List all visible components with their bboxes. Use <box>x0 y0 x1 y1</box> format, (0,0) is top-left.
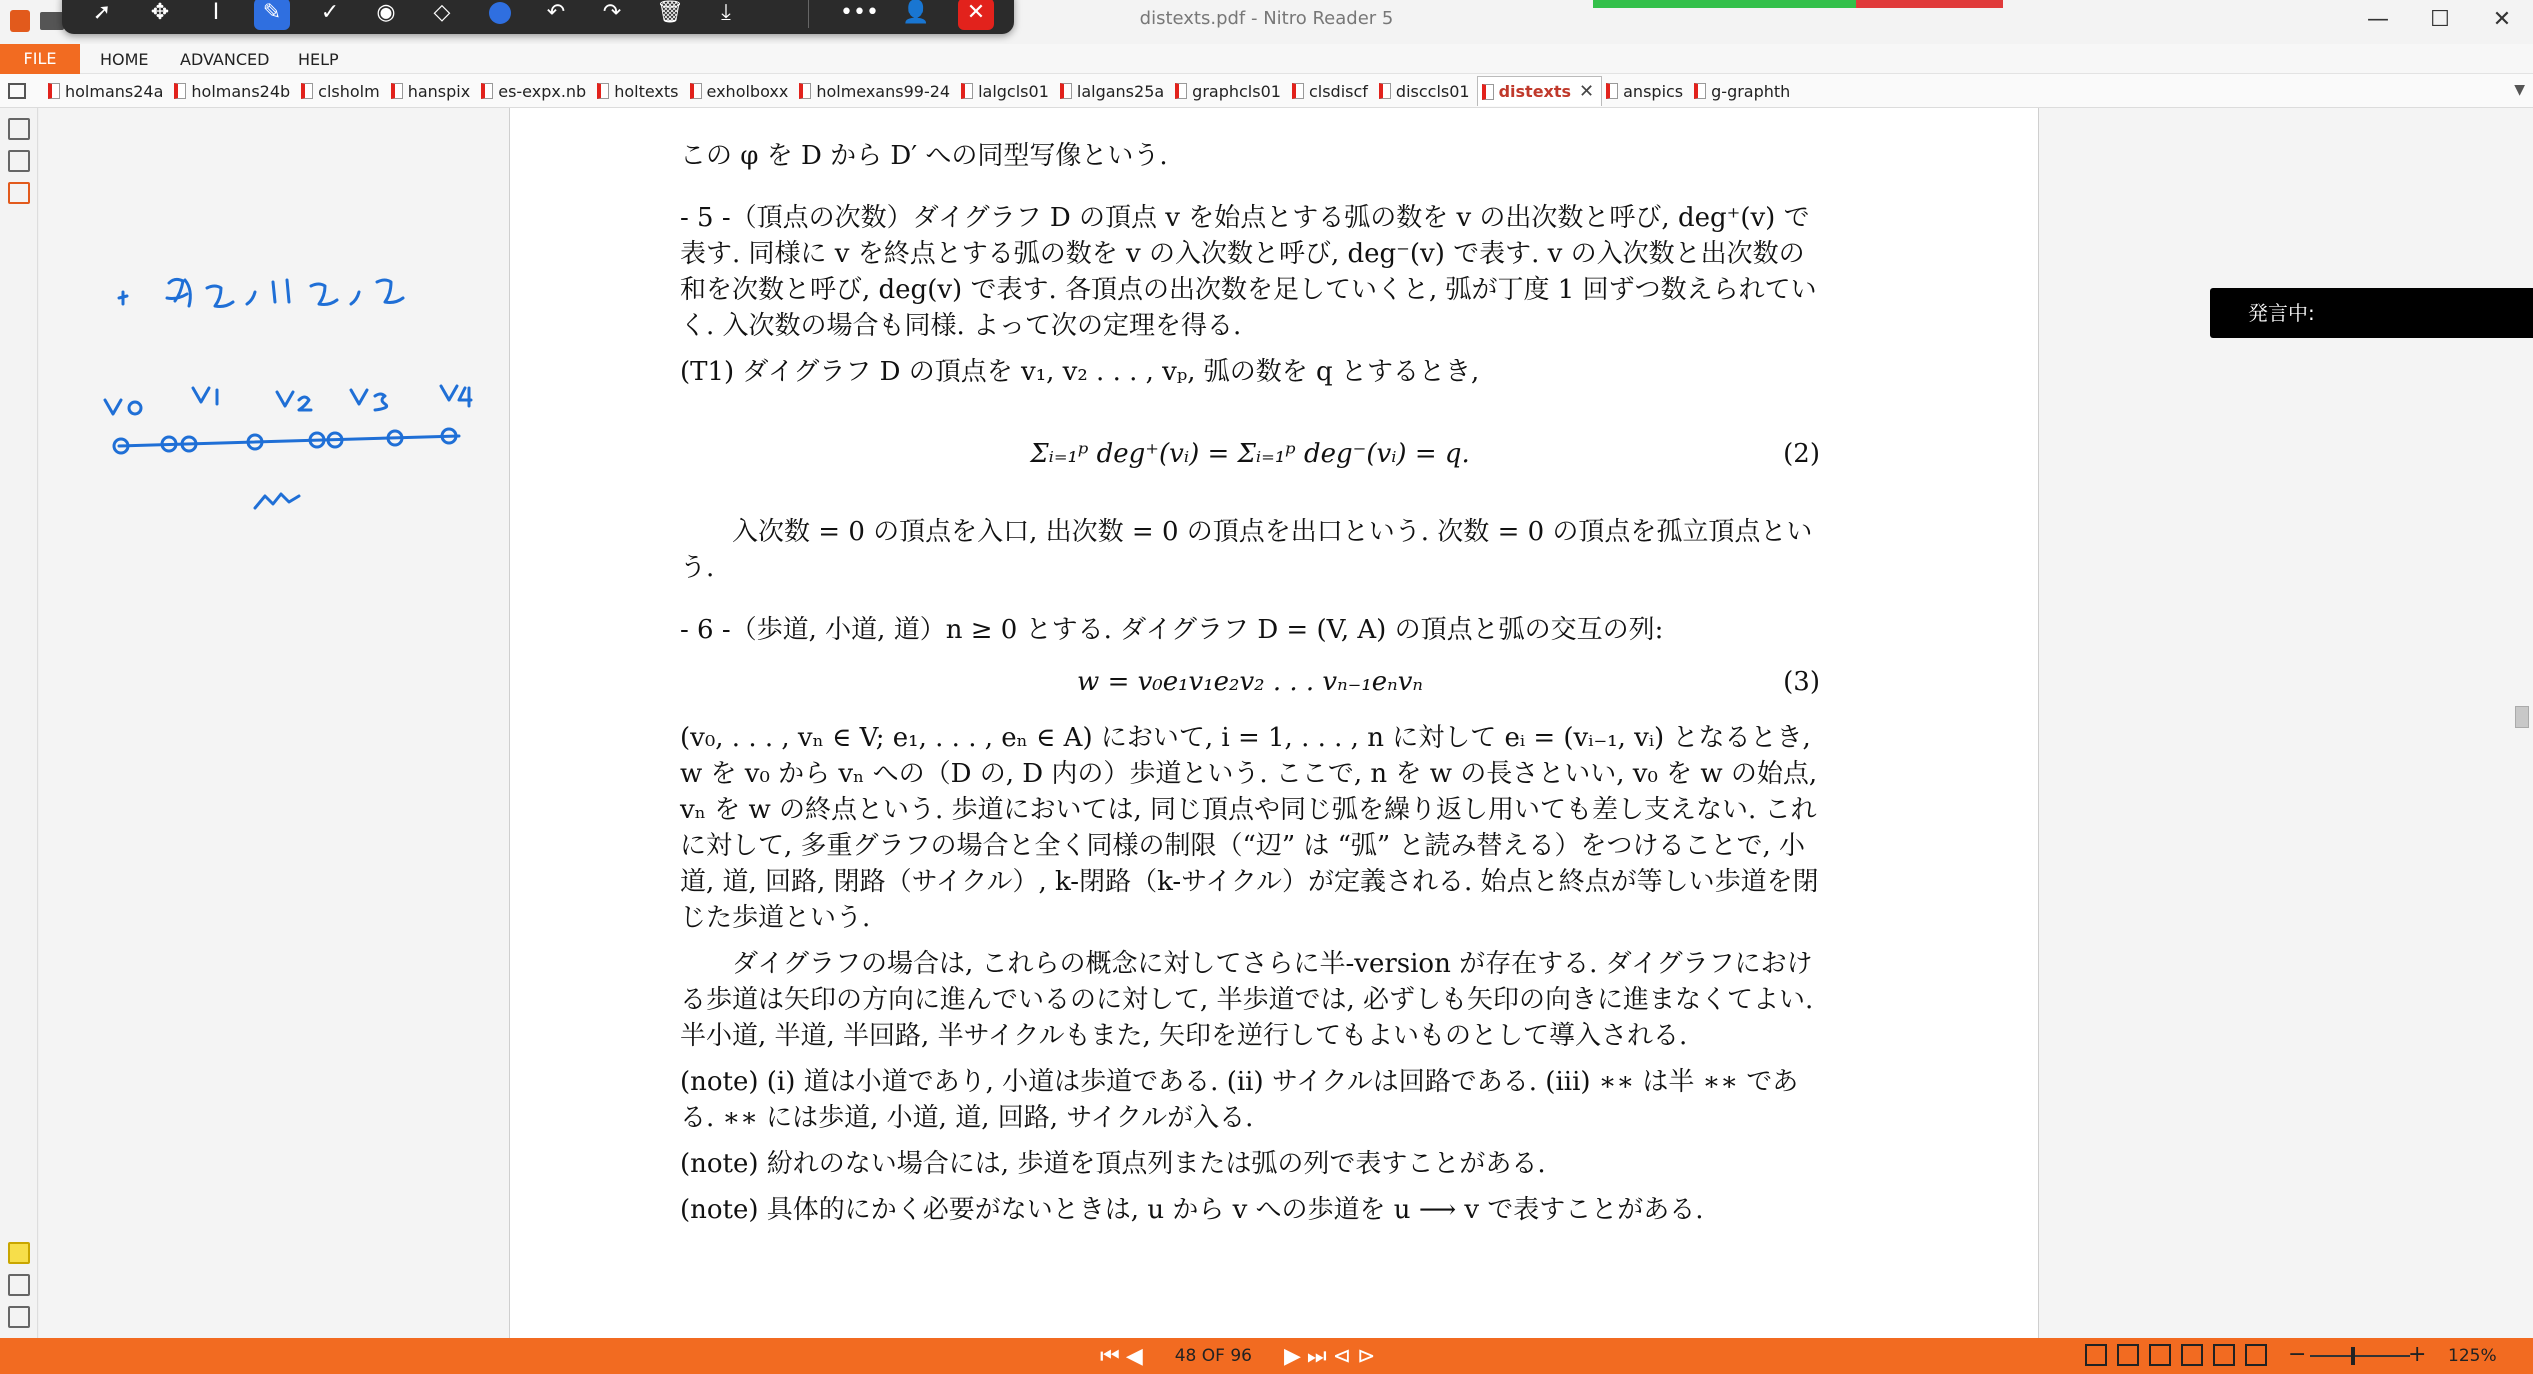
section-5-text: - 5 -（頂点の次数）ダイグラフ D の頂点 v を始点とする弧の数を v の出次数と呼び, deg⁺(v) で表す. 同様に v を終点とする弧の数を v の入次数と呼び, deg⁻(v) で表す. v の入次数と出次数の和を次数と呼び, deg(v) で表す. 各頂点の出次数を足していくと, 弧が丁度 1 回ずつ数えられていく. 入次数の場合も同様. よって次の定理を得る. <box>680 203 1817 341</box>
tab-lalgans25a[interactable] <box>1056 76 1171 106</box>
text-cursor-tool-icon[interactable]: I <box>212 0 220 25</box>
help-menu[interactable]: HELP <box>298 50 339 69</box>
tab-label: graphcls01 <box>1192 81 1281 101</box>
tab-label: disccls01 <box>1395 81 1470 101</box>
previous-view-icon[interactable]: ⊲ <box>1332 1343 1352 1369</box>
document-workspace <box>39 108 2533 1338</box>
page-navigation <box>1100 1338 1376 1374</box>
page-content <box>680 138 1820 1238</box>
tab-distexts[interactable] <box>1477 76 1603 106</box>
first-page-icon[interactable]: ⏮ <box>1100 1343 1120 1369</box>
signatures-panel-icon[interactable] <box>8 1274 30 1296</box>
handwritten-ink-annotation[interactable] <box>89 258 509 538</box>
scrollbar-thumb[interactable] <box>2515 706 2529 728</box>
section-6-text: - 6 -（歩道, 小道, 道）n ≥ 0 とする. ダイグラフ D = (V, A) の頂点と弧の交互の列: <box>680 615 1664 645</box>
color-picker-icon[interactable] <box>482 0 518 30</box>
last-page-icon[interactable]: ⏭ <box>1306 1343 1327 1369</box>
more-icon[interactable]: ••• <box>840 0 879 25</box>
tab-clsdiscf[interactable] <box>1288 76 1375 106</box>
tab-label: holtexts <box>614 81 679 101</box>
check-tool-icon[interactable]: ✓ <box>320 0 340 25</box>
tab-label: holmans24a <box>65 81 164 101</box>
equation-2 <box>680 404 1820 504</box>
previous-page-icon[interactable]: ◀ <box>1125 1343 1143 1369</box>
tab-disccls01[interactable] <box>1375 76 1477 106</box>
walk-definition-text: (v₀, . . . , vₙ ∈ V; e₁, . . . , eₙ ∈ A) において, i = 1, . . . , n に対して eᵢ = (vᵢ₋₁, vᵢ) となるとき, w を v₀ から vₙ への（D の, D 内の）歩道という. ここで, n を w の長さといい, v₀ を w の始点, vₙ を w の終点という. 歩道においては, 同じ頂点や同じ弧を繰り返し用いても差し支えない. これに対して, 多重グラフの場合と全く同様の制限（“辺” は “弧” と読み替える）をつけることで, 小道, 道, 回路, 閉路（サイクル）, k-閉路（k-サイクル）が定義される. 始点と終点が等しい歩道を閉じた歩道という. <box>680 723 1819 933</box>
equation-3-body: w = v₀e₁v₁e₂v₂ . . . vₙ₋₁eₙvₙ <box>1077 667 1423 697</box>
pdf-file-icon <box>961 83 973 99</box>
pdf-file-icon <box>391 83 403 99</box>
pen-tool-icon[interactable]: ✎ <box>254 0 290 30</box>
tab-label: lalgans25a <box>1076 81 1165 101</box>
tab-label: holmans24b <box>191 81 291 101</box>
pdf-file-icon <box>481 83 493 99</box>
user-icon[interactable]: 👤 <box>902 0 930 25</box>
tab-overflow-icon[interactable]: ▼ <box>2514 82 2525 98</box>
pdf-file-icon <box>799 83 811 99</box>
stamp-tool-icon[interactable]: ◉ <box>376 0 396 25</box>
pdf-file-icon <box>1482 84 1494 100</box>
pdf-file-icon <box>597 83 609 99</box>
tab-holtexts[interactable] <box>593 76 685 106</box>
close-tab-icon[interactable]: ✕ <box>1579 81 1595 102</box>
zoom-slider-track[interactable] <box>2310 1355 2410 1357</box>
eraser-tool-icon[interactable]: ◇ <box>433 0 451 25</box>
ribbon-menu <box>0 44 2533 74</box>
audio-level-bar <box>1593 0 2003 8</box>
maximize-button[interactable]: ☐ <box>2430 7 2450 32</box>
tab-list-icon[interactable] <box>8 83 26 99</box>
equation-3-number: (3) <box>1783 667 1820 697</box>
window-controls <box>2347 0 2533 44</box>
tab-lalgcls01[interactable] <box>957 76 1056 106</box>
pages-panel-icon[interactable] <box>8 118 30 140</box>
fit-width-icon[interactable] <box>2213 1344 2235 1366</box>
pdf-file-icon <box>1606 83 1618 99</box>
status-bar <box>0 1338 2533 1374</box>
view-mode-buttons <box>2085 1344 2267 1366</box>
tab-label: holmexans99-24 <box>816 81 951 101</box>
home-menu[interactable]: HOME <box>100 50 149 69</box>
redo-icon[interactable]: ↷ <box>602 0 622 25</box>
continuous-view-icon[interactable] <box>2117 1344 2139 1366</box>
tab-holmans24a[interactable] <box>44 76 170 106</box>
note-1: (note) (i) 道は小道であり, 小道は歩道である. (ii) サイクルは回路である. (iii) ∗∗ は半 ∗∗ である. ∗∗ には歩道, 小道, 道, 回路, サイクルが入る. <box>680 1067 1799 1133</box>
equation-2-body: Σᵢ₌₁ᵖ deg⁺(vᵢ) = Σᵢ₌₁ᵖ deg⁻(vᵢ) = q. <box>1030 439 1470 469</box>
vertical-scrollbar[interactable] <box>2511 108 2533 1338</box>
tab-es-expx-nb[interactable] <box>477 76 593 106</box>
pen-color-swatch <box>489 2 511 24</box>
left-panel-rail <box>0 108 38 1338</box>
equation-3 <box>680 664 1820 704</box>
zoom-in-button[interactable]: + <box>2408 1342 2427 1367</box>
zoom-slider-thumb[interactable] <box>2351 1347 2355 1365</box>
document-tab-bar <box>0 74 2533 108</box>
advanced-menu[interactable]: ADVANCED <box>180 50 270 69</box>
tab-label: clsdiscf <box>1308 81 1368 101</box>
zoom-out-button[interactable]: − <box>2288 1342 2307 1367</box>
note-2: (note) 紛れのない場合には, 歩道を頂点列または弧の列で表すことがある. <box>680 1149 1546 1179</box>
entrance-exit-text: 入次数 = 0 の頂点を入口, 出次数 = 0 の頂点を出口という. 次数 = 0 の頂点を孤立頂点という. <box>680 517 1813 583</box>
tab-label: anspics <box>1623 81 1684 101</box>
tab-g-graphth[interactable] <box>1690 76 1797 106</box>
tab-label: lalgcls01 <box>978 81 1049 101</box>
fit-page-icon[interactable] <box>2245 1344 2267 1366</box>
undo-icon[interactable]: ↶ <box>546 0 566 25</box>
tab-label: exholboxx <box>706 81 789 101</box>
tabs <box>44 74 1797 108</box>
tab-label: clsholm <box>318 81 380 101</box>
text-line-top: この φ を D から D′ への同型写像という. <box>680 141 1168 171</box>
equation-2-number: (2) <box>1783 439 1820 469</box>
output-panel-icon[interactable] <box>8 1306 30 1328</box>
pdf-page <box>509 108 2039 1338</box>
comments-panel-icon[interactable] <box>8 1242 30 1264</box>
annotation-toolbar <box>62 0 1014 34</box>
facing-view-icon[interactable] <box>2149 1344 2171 1366</box>
pdf-file-icon <box>48 83 60 99</box>
tab-holmexans99-24[interactable] <box>795 76 957 106</box>
next-view-icon[interactable]: ⊳ <box>1357 1343 1376 1369</box>
pdf-file-icon <box>690 83 702 99</box>
tab-clsholm[interactable] <box>297 76 387 106</box>
file-menu[interactable]: FILE <box>0 44 80 74</box>
pdf-file-icon <box>174 83 186 99</box>
pan-tool-icon[interactable]: ✥ <box>150 0 170 25</box>
tab-label: es-expx.nb <box>498 81 587 101</box>
pdf-file-icon <box>1175 83 1187 99</box>
tab-hanspix[interactable] <box>387 76 478 106</box>
delete-icon[interactable]: 🗑 <box>656 0 684 25</box>
download-icon[interactable]: ⤓ <box>721 0 731 25</box>
note-3: (note) 具体的にかく必要がないときは, u から v への歩道を u ⟶ v で表すことがある. <box>680 1195 1704 1225</box>
next-page-icon[interactable]: ▶ <box>1283 1343 1301 1369</box>
tab-exholboxx[interactable] <box>686 76 796 106</box>
tab-label: distexts <box>1498 82 1572 101</box>
pdf-file-icon <box>1379 83 1391 99</box>
tab-label: hanspix <box>407 81 471 101</box>
pdf-file-icon <box>1292 83 1304 99</box>
pdf-file-icon <box>301 83 313 99</box>
close-window-button[interactable]: ✕ <box>2492 7 2512 32</box>
select-tool-icon[interactable]: ➚ <box>92 0 112 25</box>
tab-graphcls01[interactable] <box>1171 76 1288 106</box>
page-indicator[interactable]: 48 OF 96 <box>1174 1346 1252 1366</box>
minimize-button[interactable]: — <box>2367 7 2389 32</box>
theorem-t1: (T1) ダイグラフ D の頂点を v₁, v₂ . . . , vₚ, 弧の数を q とするとき, <box>680 357 1480 387</box>
tab-anspics[interactable] <box>1602 76 1690 106</box>
bookmarks-panel-icon[interactable] <box>8 182 30 204</box>
pdf-file-icon <box>1694 83 1706 99</box>
window-title: distexts.pdf - Nitro Reader 5 <box>1139 8 1394 29</box>
attachments-panel-icon[interactable] <box>8 150 30 172</box>
tab-holmans24b[interactable] <box>170 76 297 106</box>
zoom-level[interactable]: 125% <box>2448 1346 2497 1366</box>
single-page-view-icon[interactable] <box>2085 1344 2107 1366</box>
pdf-file-icon <box>1060 83 1072 99</box>
tab-label: g-graphth <box>1711 81 1791 101</box>
close-toolbar-icon[interactable]: ✕ <box>958 0 994 30</box>
facing-continuous-view-icon[interactable] <box>2181 1344 2203 1366</box>
speaking-overlay: 発言中: <box>2210 288 2533 338</box>
semi-version-text: ダイグラフの場合は, これらの概念に対してさらに半-version が存在する. ダイグラフにおける歩道は矢印の方向に進んでいるのに対して, 半歩道では, 必ずしも矢印の向きに進まなくてよい. 半小道, 半道, 半回路, 半サイクルもまた, 矢印を逆行してもよいものとして導入される. <box>680 949 1814 1051</box>
